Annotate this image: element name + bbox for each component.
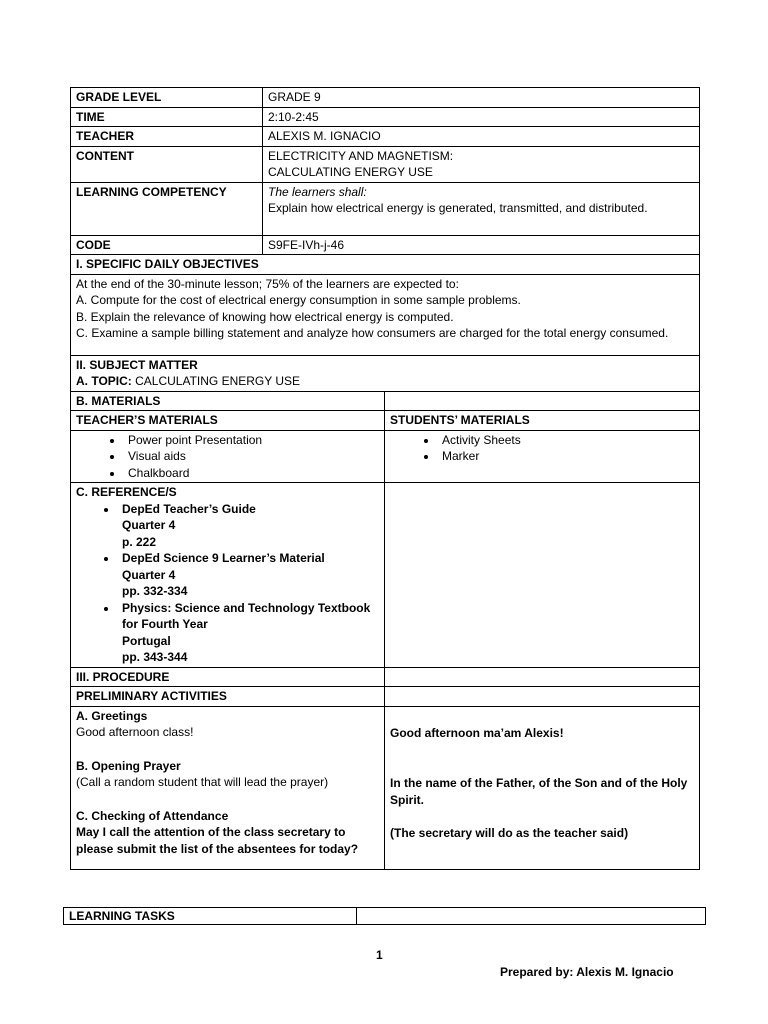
preliminary-row xyxy=(71,687,700,707)
teacher-activities-cell xyxy=(71,706,385,869)
preliminary-title: PRELIMINARY ACTIVITIES xyxy=(71,687,385,707)
greetings-title: A. Greetings xyxy=(76,708,148,723)
content-row xyxy=(71,146,700,182)
learning-tasks-label: LEARNING TASKS xyxy=(64,908,357,925)
materials-title: B. MATERIALS xyxy=(71,391,385,411)
prayer-teacher: (Call a random student that will lead the prayer) xyxy=(76,775,329,789)
objectives-intro: At the end of the 30-minute lesson; 75% of the learners are expected to: xyxy=(76,276,459,291)
competency-row xyxy=(71,182,700,235)
prayer-student: In the name of the Father, of the Son and of the Holy Spirit. xyxy=(390,776,688,807)
reference-pages: pp. 343-344 xyxy=(122,650,188,664)
student-materials-cell xyxy=(385,430,700,483)
procedure-empty-cell xyxy=(385,667,700,687)
time-row xyxy=(71,107,700,127)
lesson-plan-table xyxy=(70,87,700,870)
materials-title-row xyxy=(71,391,700,411)
reference-quarter: Quarter 4 xyxy=(122,567,176,582)
greetings-student: Good afternoon ma’am Alexis! xyxy=(390,725,564,740)
teacher-label: TEACHER xyxy=(71,127,263,147)
reference-quarter: Portugal xyxy=(122,633,171,648)
student-materials-list xyxy=(390,432,694,465)
references-title: C. REFERENCE/S xyxy=(76,485,177,499)
procedure-title: III. PROCEDURE xyxy=(71,667,385,687)
grade-level-label: GRADE LEVEL xyxy=(71,88,263,108)
references-list xyxy=(76,501,379,666)
activities-row xyxy=(71,706,700,869)
list-item xyxy=(118,550,379,600)
attendance-teacher: May I call the attention of the class secretary to please submit the list of the absentees for today? xyxy=(76,825,359,856)
topic-value: CALCULATING ENERGY USE xyxy=(135,374,301,388)
reference-name: • Physics: Science and Technology Textbook xyxy=(122,600,371,615)
grade-level-value: GRADE 9 xyxy=(263,88,700,108)
student-materials-header: STUDENTS’ MATERIALS xyxy=(385,411,700,431)
competency-text: Explain how electrical energy is generated, transmitted, and distributed. xyxy=(268,201,648,215)
student-activities-cell xyxy=(385,706,700,869)
list-item: • Marker xyxy=(438,448,694,465)
competency-value xyxy=(263,182,700,235)
references-empty-cell xyxy=(385,483,700,668)
time-label: TIME xyxy=(71,107,263,127)
subject-matter-title: II. SUBJECT MATTER xyxy=(76,357,198,372)
materials-list-row xyxy=(71,430,700,483)
materials-header-row xyxy=(71,411,700,431)
references-cell xyxy=(71,483,385,668)
teacher-value: ALEXIS M. IGNACIO xyxy=(263,127,700,147)
learning-tasks-empty-cell xyxy=(357,908,706,925)
prepared-by: Prepared by: Alexis M. Ignacio xyxy=(500,965,674,979)
reference-pages: p. 222 xyxy=(122,534,157,549)
reference-extra: for Fourth Year xyxy=(122,617,208,631)
time-value: 2:10-2:45 xyxy=(263,107,700,127)
content-value xyxy=(263,146,700,182)
materials-title-empty xyxy=(385,391,700,411)
objective-b: B. Explain the relevance of knowing how electrical energy is computed. xyxy=(76,309,454,324)
list-item xyxy=(118,600,379,666)
list-item xyxy=(118,501,379,551)
prayer-title: B. Opening Prayer xyxy=(76,758,181,773)
content-line-1: ELECTRICITY AND MAGNETISM: xyxy=(268,148,454,163)
attendance-title: C. Checking of Attendance xyxy=(76,808,229,823)
topic-label: A. TOPIC: xyxy=(76,374,132,388)
teacher-materials-header: TEACHER’S MATERIALS xyxy=(71,411,385,431)
list-item: • Visual aids xyxy=(124,448,379,465)
subject-matter-row xyxy=(71,355,700,391)
list-item: • Activity Sheets xyxy=(438,432,694,449)
page-number: 1 xyxy=(376,948,383,962)
code-value: S9FE-IVh-j-46 xyxy=(263,235,700,255)
content-line-2: CALCULATING ENERGY USE xyxy=(268,165,433,179)
content-label: CONTENT xyxy=(71,146,263,182)
reference-quarter: Quarter 4 xyxy=(122,518,176,532)
references-row xyxy=(71,483,700,668)
grade-level-row xyxy=(71,88,700,108)
attendance-student: (The secretary will do as the teacher said) xyxy=(390,826,629,840)
list-item: • Chalkboard xyxy=(124,465,379,482)
reference-name: • DepEd Teacher’s Guide xyxy=(122,501,256,516)
preliminary-empty-cell xyxy=(385,687,700,707)
reference-name: • DepEd Science 9 Learner’s Material xyxy=(122,551,325,565)
learning-tasks-table xyxy=(63,907,706,925)
objective-a: A. Compute for the cost of electrical energy consumption in some sample problems. xyxy=(76,293,521,307)
teacher-materials-cell xyxy=(71,430,385,483)
objectives-title: I. SPECIFIC DAILY OBJECTIVES xyxy=(71,255,700,275)
reference-pages: pp. 332-334 xyxy=(122,584,188,598)
list-item: • Power point Presentation xyxy=(124,432,379,449)
competency-intro: The learners shall: xyxy=(268,184,367,199)
code-row xyxy=(71,235,700,255)
greetings-teacher: Good afternoon class! xyxy=(76,725,194,739)
objectives-cell xyxy=(71,274,700,355)
procedure-title-row xyxy=(71,667,700,687)
subject-matter-cell xyxy=(71,355,700,391)
code-label: CODE xyxy=(71,235,263,255)
teacher-row xyxy=(71,127,700,147)
competency-label: LEARNING COMPETENCY xyxy=(71,182,263,235)
objectives-row xyxy=(71,274,700,355)
teacher-materials-list xyxy=(76,432,379,482)
objective-c: C. Examine a sample billing statement and analyze how consumers are charged for the total energy consumed. xyxy=(76,326,669,340)
learning-tasks-row xyxy=(64,908,706,925)
objectives-title-row xyxy=(71,255,700,275)
